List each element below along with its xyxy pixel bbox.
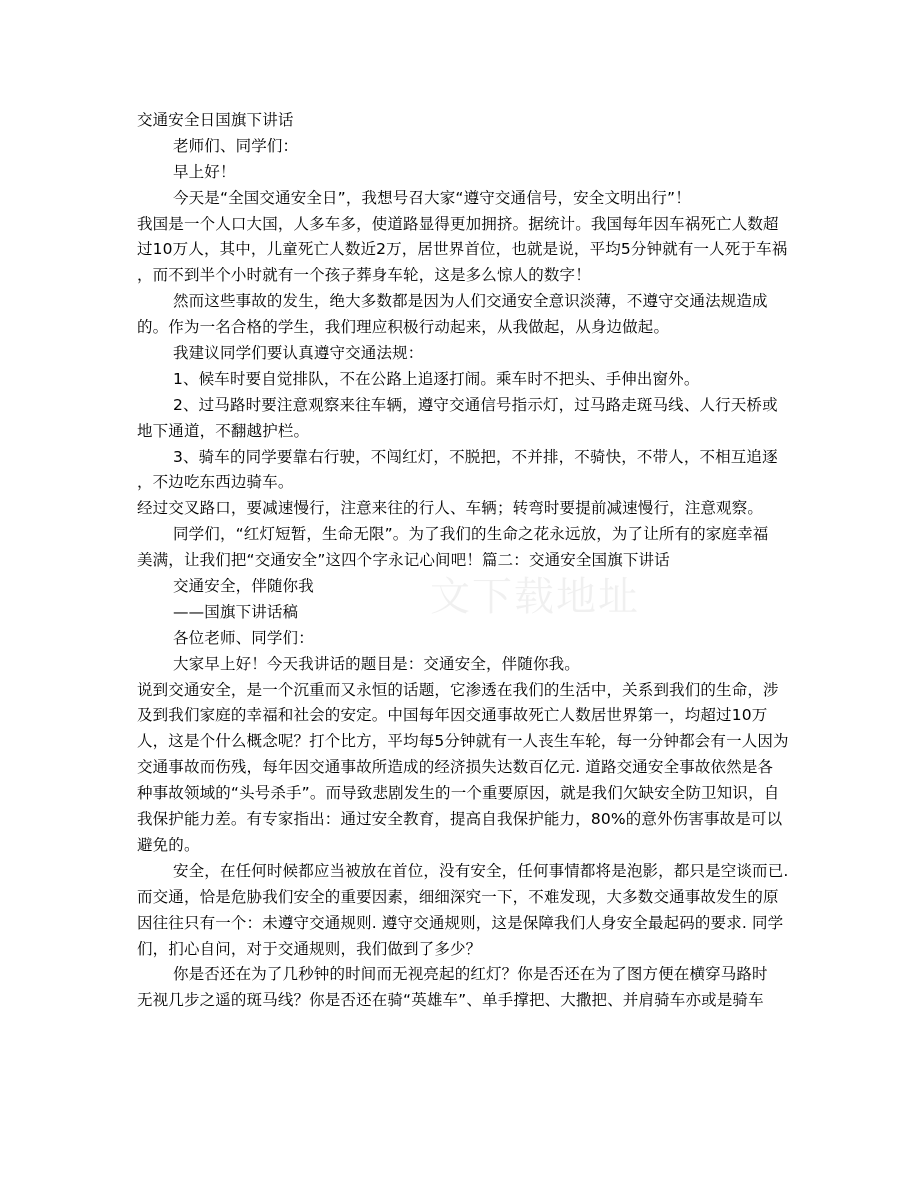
text-line: ，不边吃东西边骑车。: [137, 473, 294, 492]
text-line: 老师们、同学们：: [173, 136, 299, 155]
text-line: 2、过马路时要注意观察来往车辆，遵守交通信号指示灯，过马路走斑马线、人行天桥或: [173, 395, 778, 414]
text-line: 美满，让我们把“交通安全”这四个字永记心间吧！篇二：交通安全国旗下讲话: [137, 551, 670, 570]
text-line: 地下通道，不翻越护栏。: [137, 421, 310, 440]
document-title: 交通安全日国旗下讲话: [137, 111, 294, 129]
text-line: 种事故领域的“头号杀手”。而导致悲剧发生的一个重要原因，就是我们欠缺安全防卫知识，自: [137, 784, 780, 803]
text-line: ，而不到半个小时就有一个孩子葬身车轮，这是多么惊人的数字！: [137, 266, 591, 285]
text-line: 避免的。: [137, 835, 200, 854]
text-line: 及到我们家庭的幸福和社会的安定。中国每年因交通事故死亡人数居世界第一，均超过10万: [137, 706, 768, 725]
text-line: 各位老师、同学们：: [173, 628, 314, 647]
text-line: 然而这些事故的发生，绝大多数都是因为人们交通安全意识淡薄，不遵守交通法规造成: [173, 292, 768, 311]
text-line: 我保护能力差。有专家指出：通过安全教育，提高自我保护能力，80%的意外伤害事故是可以: [137, 810, 783, 829]
document-body: [137, 108, 787, 1014]
text-line: 我国是一个人口大国，人多车多，使道路显得更加拥挤。据统计。我国每年因车祸死亡人数超: [137, 214, 779, 233]
text-line: 3、骑车的同学要靠右行驶，不闯红灯，不脱把，不并排，不骑快，不带人，不相互追逐: [173, 447, 778, 466]
text-line: 的。作为一名合格的学生，我们理应积极行动起来，从我做起，从身边做起。: [137, 318, 670, 337]
text-line: 我建议同学们要认真遵守交通法规：: [173, 344, 424, 363]
watermark: 文下载地址: [430, 574, 640, 620]
text-line: 大家早上好！今天我讲话的题目是：交通安全，伴随你我。: [173, 654, 580, 673]
text-line: 过10万人，其中，儿童死亡人数近2万，居世界首位，也就是说，平均5分钟就有一人死于车祸: [137, 240, 788, 259]
text-line: 你是否还在为了几秒钟的时间而无视亮起的红灯？你是否还在为了图方便在横穿马路时: [173, 965, 768, 984]
text-line: 说到交通安全，是一个沉重而又永恒的话题，它渗透在我们的生活中，关系到我们的生命，涉: [137, 680, 779, 699]
text-line: 交通事故而伤残，每年因交通事故所造成的经济损失达数百亿元. 道路交通安全事故依然是各: [137, 758, 774, 777]
text-line: 1、候车时要自觉排队，不在公路上追逐打闹。乘车时不把头、手伸出窗外。: [173, 369, 700, 388]
text-line: 安全，在任何时候都应当被放在首位，没有安全，任何事情都将是泡影，都只是空谈而已.: [173, 861, 789, 880]
text-line: 人，这是个什么概念呢？打个比方，平均每5分钟就有一人丧生车轮，每一分钟都会有一人因为: [137, 732, 789, 751]
text-line: 同学们，“红灯短暂，生命无限”。为了我们的生命之花永远放，为了让所有的家庭幸福: [173, 525, 769, 544]
text-line: 经过交叉路口，要减速慢行，注意来往的行人、车辆；转弯时要提前减速慢行，注意观察。: [137, 499, 764, 518]
text-line: 们，扪心自问，对于交通规则，我们做到了多少？: [137, 939, 482, 958]
text-line: 无视几步之遥的斑马线？你是否还在骑“英雄车”、单手撑把、大撒把、并肩骑车亦或是骑车: [137, 991, 764, 1010]
text-line: 交通安全，伴随你我: [173, 577, 314, 596]
text-line: 而交通，恰是危胁我们安全的重要因素，细细深究一下，不难发现，大多数交通事故发生的原: [137, 887, 779, 906]
text-line: ——国旗下讲话稿: [173, 602, 299, 621]
text-line: 因往往只有一个：未遵守交通规则. 遵守交通规则，这是保障我们人身安全最起码的要求. 同学: [137, 913, 784, 932]
text-line: 早上好！: [173, 162, 236, 181]
text-line: 今天是“全国交通安全日”，我想号召大家“遵守交通信号，安全文明出行”！: [173, 188, 691, 207]
